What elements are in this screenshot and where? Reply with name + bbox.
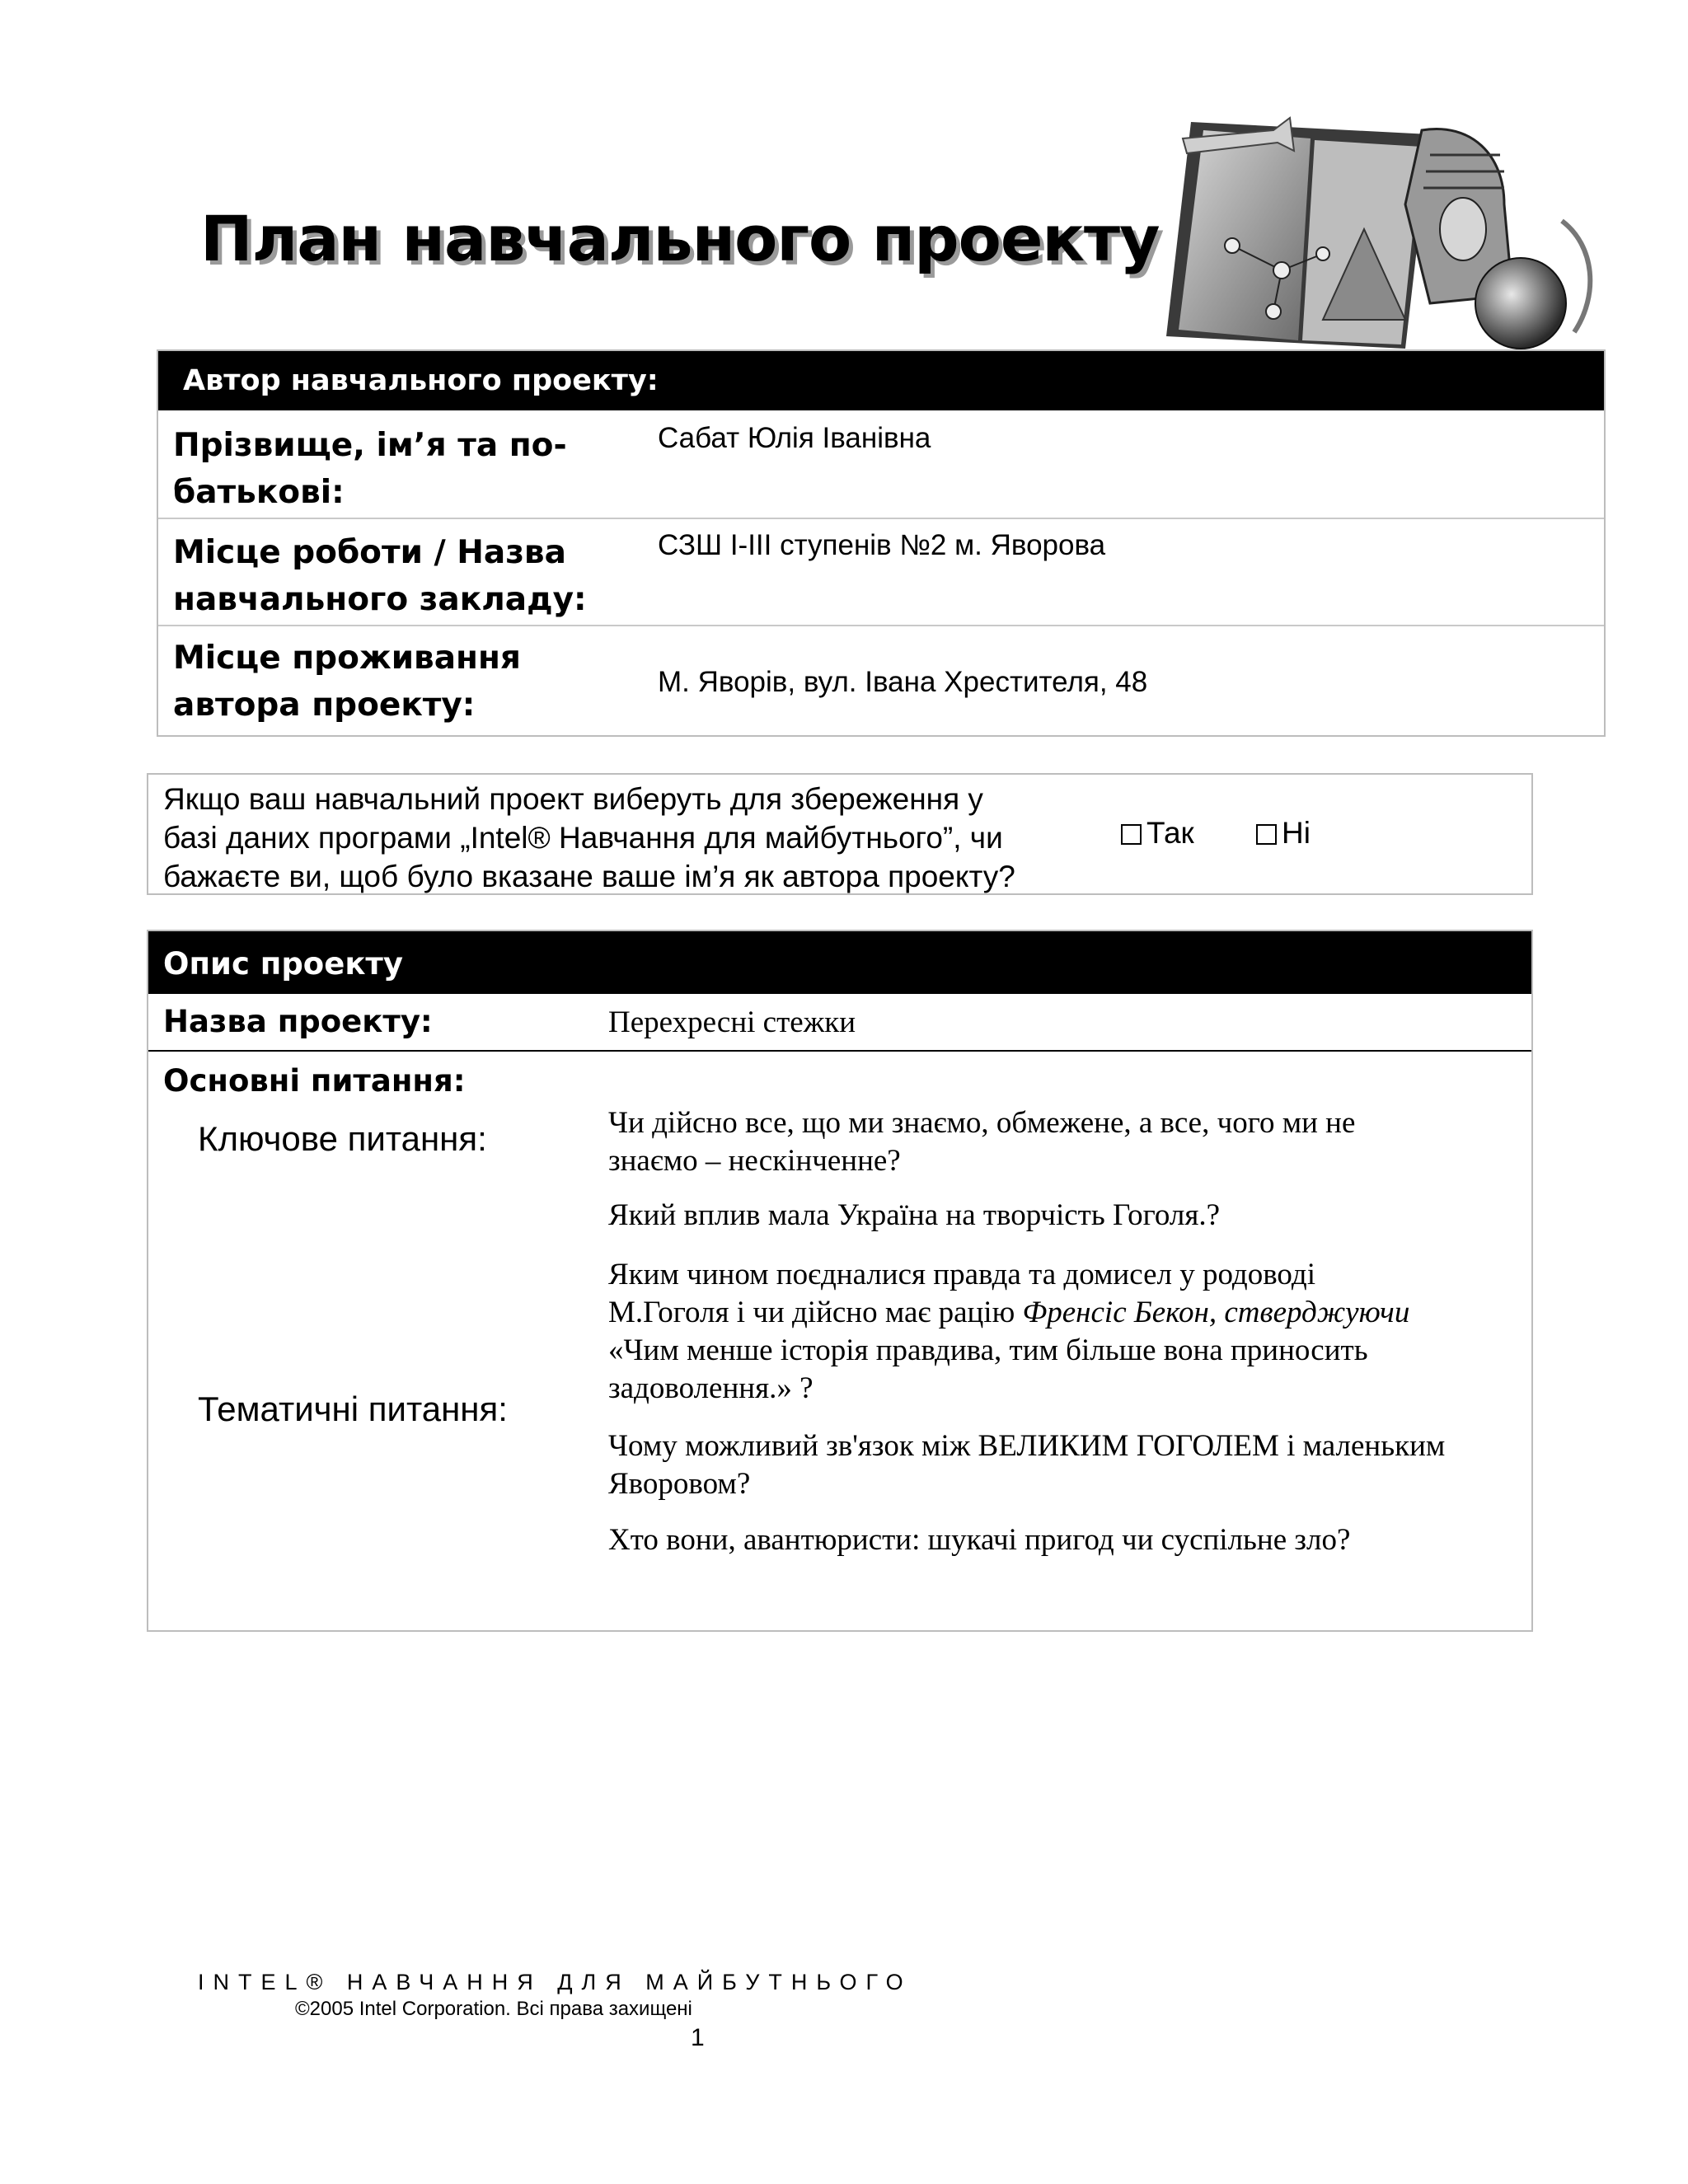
- key-question: [608, 1104, 1523, 1180]
- project-section-header: [148, 931, 1531, 994]
- author-row-name: [158, 410, 1604, 518]
- author-section-title: Автор навчального проекту:: [183, 364, 659, 397]
- project-name-row: [148, 994, 1531, 1052]
- footer-brand: INTEL® НАВЧАННЯ ДЛЯ МАЙБУТНЬОГО: [198, 1970, 912, 1994]
- question-line: Яворовом?: [608, 1467, 751, 1501]
- author-row-residence: [158, 625, 1604, 737]
- author-row-label: Прізвище, ім’я та по-батькові:: [173, 427, 567, 511]
- project-section-title: Опис проекту: [163, 946, 403, 982]
- question-line: задоволення.» ?: [608, 1371, 814, 1405]
- author-row-label: Місце проживання автора проекту:: [173, 640, 521, 724]
- thematic-question-influence: Який вплив мала Україна на творчість Гоголя.?: [608, 1198, 1221, 1232]
- quote-author: Френсіс Бекон, стверджуючи: [1022, 1296, 1410, 1329]
- question-line: Чому можливий зв'язок між ВЕЛИКИМ ГОГОЛЕМ і маленьким: [608, 1429, 1446, 1463]
- project-description-table: [147, 930, 1533, 1632]
- consent-line: базі даних програми „Intel® Навчання для майбутнього”, чи: [163, 821, 1003, 855]
- key-question-label: Ключове питання:: [198, 1119, 487, 1158]
- question-line: «Чим менше історія правдива, тим більше вона приносить: [608, 1333, 1368, 1367]
- author-table: [157, 349, 1606, 737]
- consent-question: [163, 780, 1015, 896]
- consent-no-option[interactable]: [1256, 816, 1311, 851]
- author-name-value: Сабат Юлія Іванівна: [658, 422, 931, 454]
- page-number: 1: [691, 2024, 705, 2051]
- consent-line: Якщо ваш навчальний проект виберуть для збереження у: [163, 782, 983, 816]
- checkbox-icon[interactable]: [1256, 824, 1277, 845]
- author-row-label: Місце роботи / Назва навчального закладу:: [173, 534, 587, 618]
- consent-yes-label: Так: [1146, 816, 1194, 850]
- consent-no-label: Ні: [1282, 816, 1311, 850]
- thematic-question-adventurers: Хто вони, авантюристи: шукачі пригод чи суспільне зло?: [608, 1523, 1351, 1557]
- consent-yes-option[interactable]: [1121, 816, 1194, 851]
- question-line: [608, 1294, 1523, 1332]
- thematic-questions-label: Тематичні питання:: [198, 1390, 508, 1428]
- thematic-question-connection: [608, 1427, 1523, 1503]
- author-residence-value: М. Яворів, вул. Івана Хрестителя, 48: [658, 666, 1148, 698]
- author-workplace-value: СЗШ І-ІІІ ступенів №2 м. Яворова: [658, 529, 1106, 561]
- page-title: План навчального проекту: [200, 202, 1160, 275]
- checkbox-icon[interactable]: [1121, 824, 1142, 845]
- author-row-workplace: [158, 518, 1604, 626]
- questions-label: Основні питання:: [163, 1063, 466, 1099]
- thematic-question-truth: [608, 1256, 1523, 1408]
- footer-copyright: ©2005 Intel Corporation. Всі права захищені: [295, 1998, 692, 2020]
- question-line: Яким чином поєдналися правда та домисел у родоводі: [608, 1258, 1315, 1291]
- project-name-value: Перехресні стежки: [608, 1005, 856, 1039]
- author-section-header: [158, 351, 1604, 410]
- project-name-label: Назва проекту:: [163, 1004, 433, 1039]
- book-illustration: [1158, 105, 1599, 353]
- key-question-line: знаємо – нескінченне?: [608, 1144, 901, 1178]
- key-question-line: Чи дійсно все, що ми знаємо, обмежене, а все, чого ми не: [608, 1106, 1356, 1140]
- consent-line: бажаєте ви, щоб було вказане ваше ім’я як автора проекту?: [163, 860, 1015, 893]
- consent-box: [147, 773, 1533, 895]
- question-line-text: М.Гоголя і чи дійсно має рацію: [608, 1296, 1023, 1329]
